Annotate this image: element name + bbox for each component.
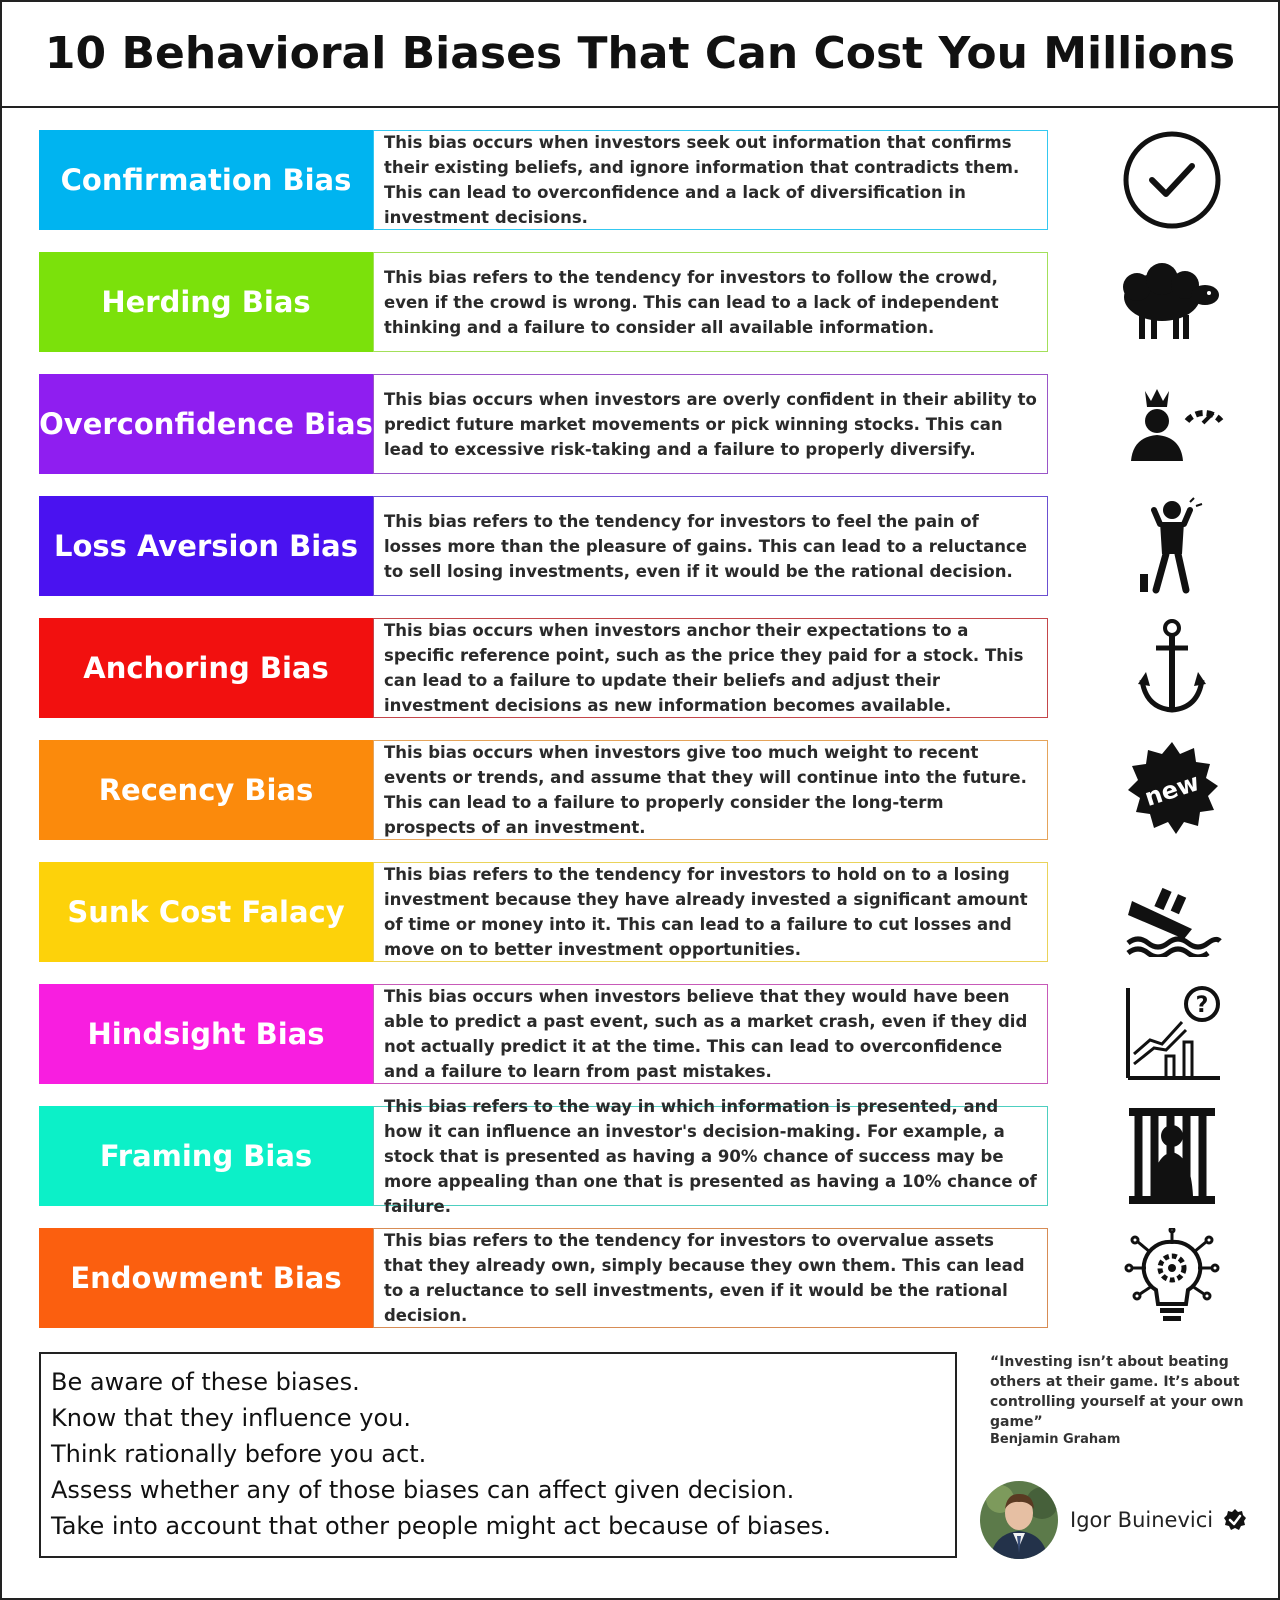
bias-row [39,374,1239,474]
author-name[interactable]: Igor Buinevici [1070,1508,1214,1532]
bias-label: Loss Aversion Bias [39,496,373,596]
avatar[interactable] [980,1481,1058,1559]
advice-line: Know that they influence you. [51,1404,411,1432]
bias-description: This bias refers to the way in which information is presented, and how it can influence an investor's decision-making. For example, a stock that is presented as having a 90% chance of success may be more appealing than one that is presented as having a 10% chance of failure. [373,1106,1048,1206]
bias-row [39,496,1239,596]
header [0,0,1280,108]
bias-description: This bias occurs when investors are overly confident in their ability to predict future market movements or pick winning stocks. This can lead to excessive risk-taking and a failure to properly diversify. [373,374,1048,474]
bias-label: Endowment Bias [39,1228,373,1328]
verified-badge-icon [1223,1508,1247,1532]
anchor-icon [1109,618,1234,718]
bias-row [39,984,1239,1084]
bias-list [39,130,1239,1350]
page-title: 10 Behavioral Biases That Can Cost You Millions [44,27,1236,79]
chart-question-icon [1109,984,1234,1084]
distressed-person-icon [1109,496,1234,596]
bias-description: This bias occurs when investors believe that they would have been able to predict a past event, such as a market crash, even if they did not actually predict it at the time. This can lead to overconfidence and a failure to learn from past mistakes. [373,984,1048,1084]
advice-line: Take into account that other people might act because of biases. [51,1512,831,1540]
bias-row [39,740,1239,840]
bias-label: Sunk Cost Falacy [39,862,373,962]
bias-row [39,130,1239,230]
bias-description: This bias refers to the tendency for investors to hold on to a losing investment because they have already invested a significant amount of time or money into it. This can lead to a failure to cut losses and move on to better investment opportunities. [373,862,1048,962]
svg-text:new: new [1140,768,1203,812]
bias-label: Overconfidence Bias [39,374,373,474]
bias-label: Anchoring Bias [39,618,373,718]
bias-row [39,1096,1239,1216]
quote-text: “Investing isn’t about beating others at their game. It’s about controlling yourself at your own game” [990,1354,1244,1430]
gear-lightbulb-icon [1109,1228,1234,1328]
crowned-person-gauge-icon [1109,374,1234,474]
quote-author: Benjamin Graham [990,1432,1121,1447]
sinking-ship-icon [1109,862,1234,962]
advice-box [39,1352,957,1558]
svg-text:?: ? [1195,993,1208,1018]
bias-label: Hindsight Bias [39,984,373,1084]
bias-description: This bias refers to the tendency for investors to feel the pain of losses more than the pleasure of gains. This can lead to a reluctance to sell losing investments, even if it would be the rational decision. [373,496,1048,596]
bias-label: Framing Bias [39,1106,373,1206]
new-badge-icon [1109,740,1234,840]
bias-description: This bias occurs when investors give too much weight to recent events or trends, and assume that they will continue into the future. This can lead to a failure to properly consider the long-term prospects of an investment. [373,740,1048,840]
author-profile[interactable] [980,1480,1260,1560]
bias-description: This bias refers to the tendency for investors to overvalue assets that they already own, simply because they own them. This can lead to a reluctance to sell investments, even if it would be the rational decision. [373,1228,1048,1328]
bias-description: This bias occurs when investors anchor their expectations to a specific reference point, such as the price they paid for a stock. This can lead to a failure to update their beliefs and adjust their investment decisions as new information becomes available. [373,618,1048,718]
bias-row [39,252,1239,352]
bias-row [39,618,1239,718]
sheep-icon [1109,252,1234,352]
person-behind-bars-icon [1109,1106,1234,1206]
bias-description: This bias occurs when investors seek out information that confirms their existing beliefs, and ignore information that contradicts them. This can lead to overconfidence and a lack of diversification in investment decisions. [373,130,1048,230]
bias-row [39,862,1239,962]
advice-line: Assess whether any of those biases can affect given decision. [51,1476,795,1504]
bias-label: Herding Bias [39,252,373,352]
bias-label: Recency Bias [39,740,373,840]
advice-line: Think rationally before you act. [51,1440,427,1468]
checkmark-circle-icon [1109,130,1234,230]
bias-row [39,1228,1239,1328]
bias-label: Confirmation Bias [39,130,373,230]
advice-line: Be aware of these biases. [51,1368,360,1396]
bias-description: This bias refers to the tendency for investors to follow the crowd, even if the crowd is wrong. This can lead to a lack of independent thinking and a failure to consider all available information. [373,252,1048,352]
